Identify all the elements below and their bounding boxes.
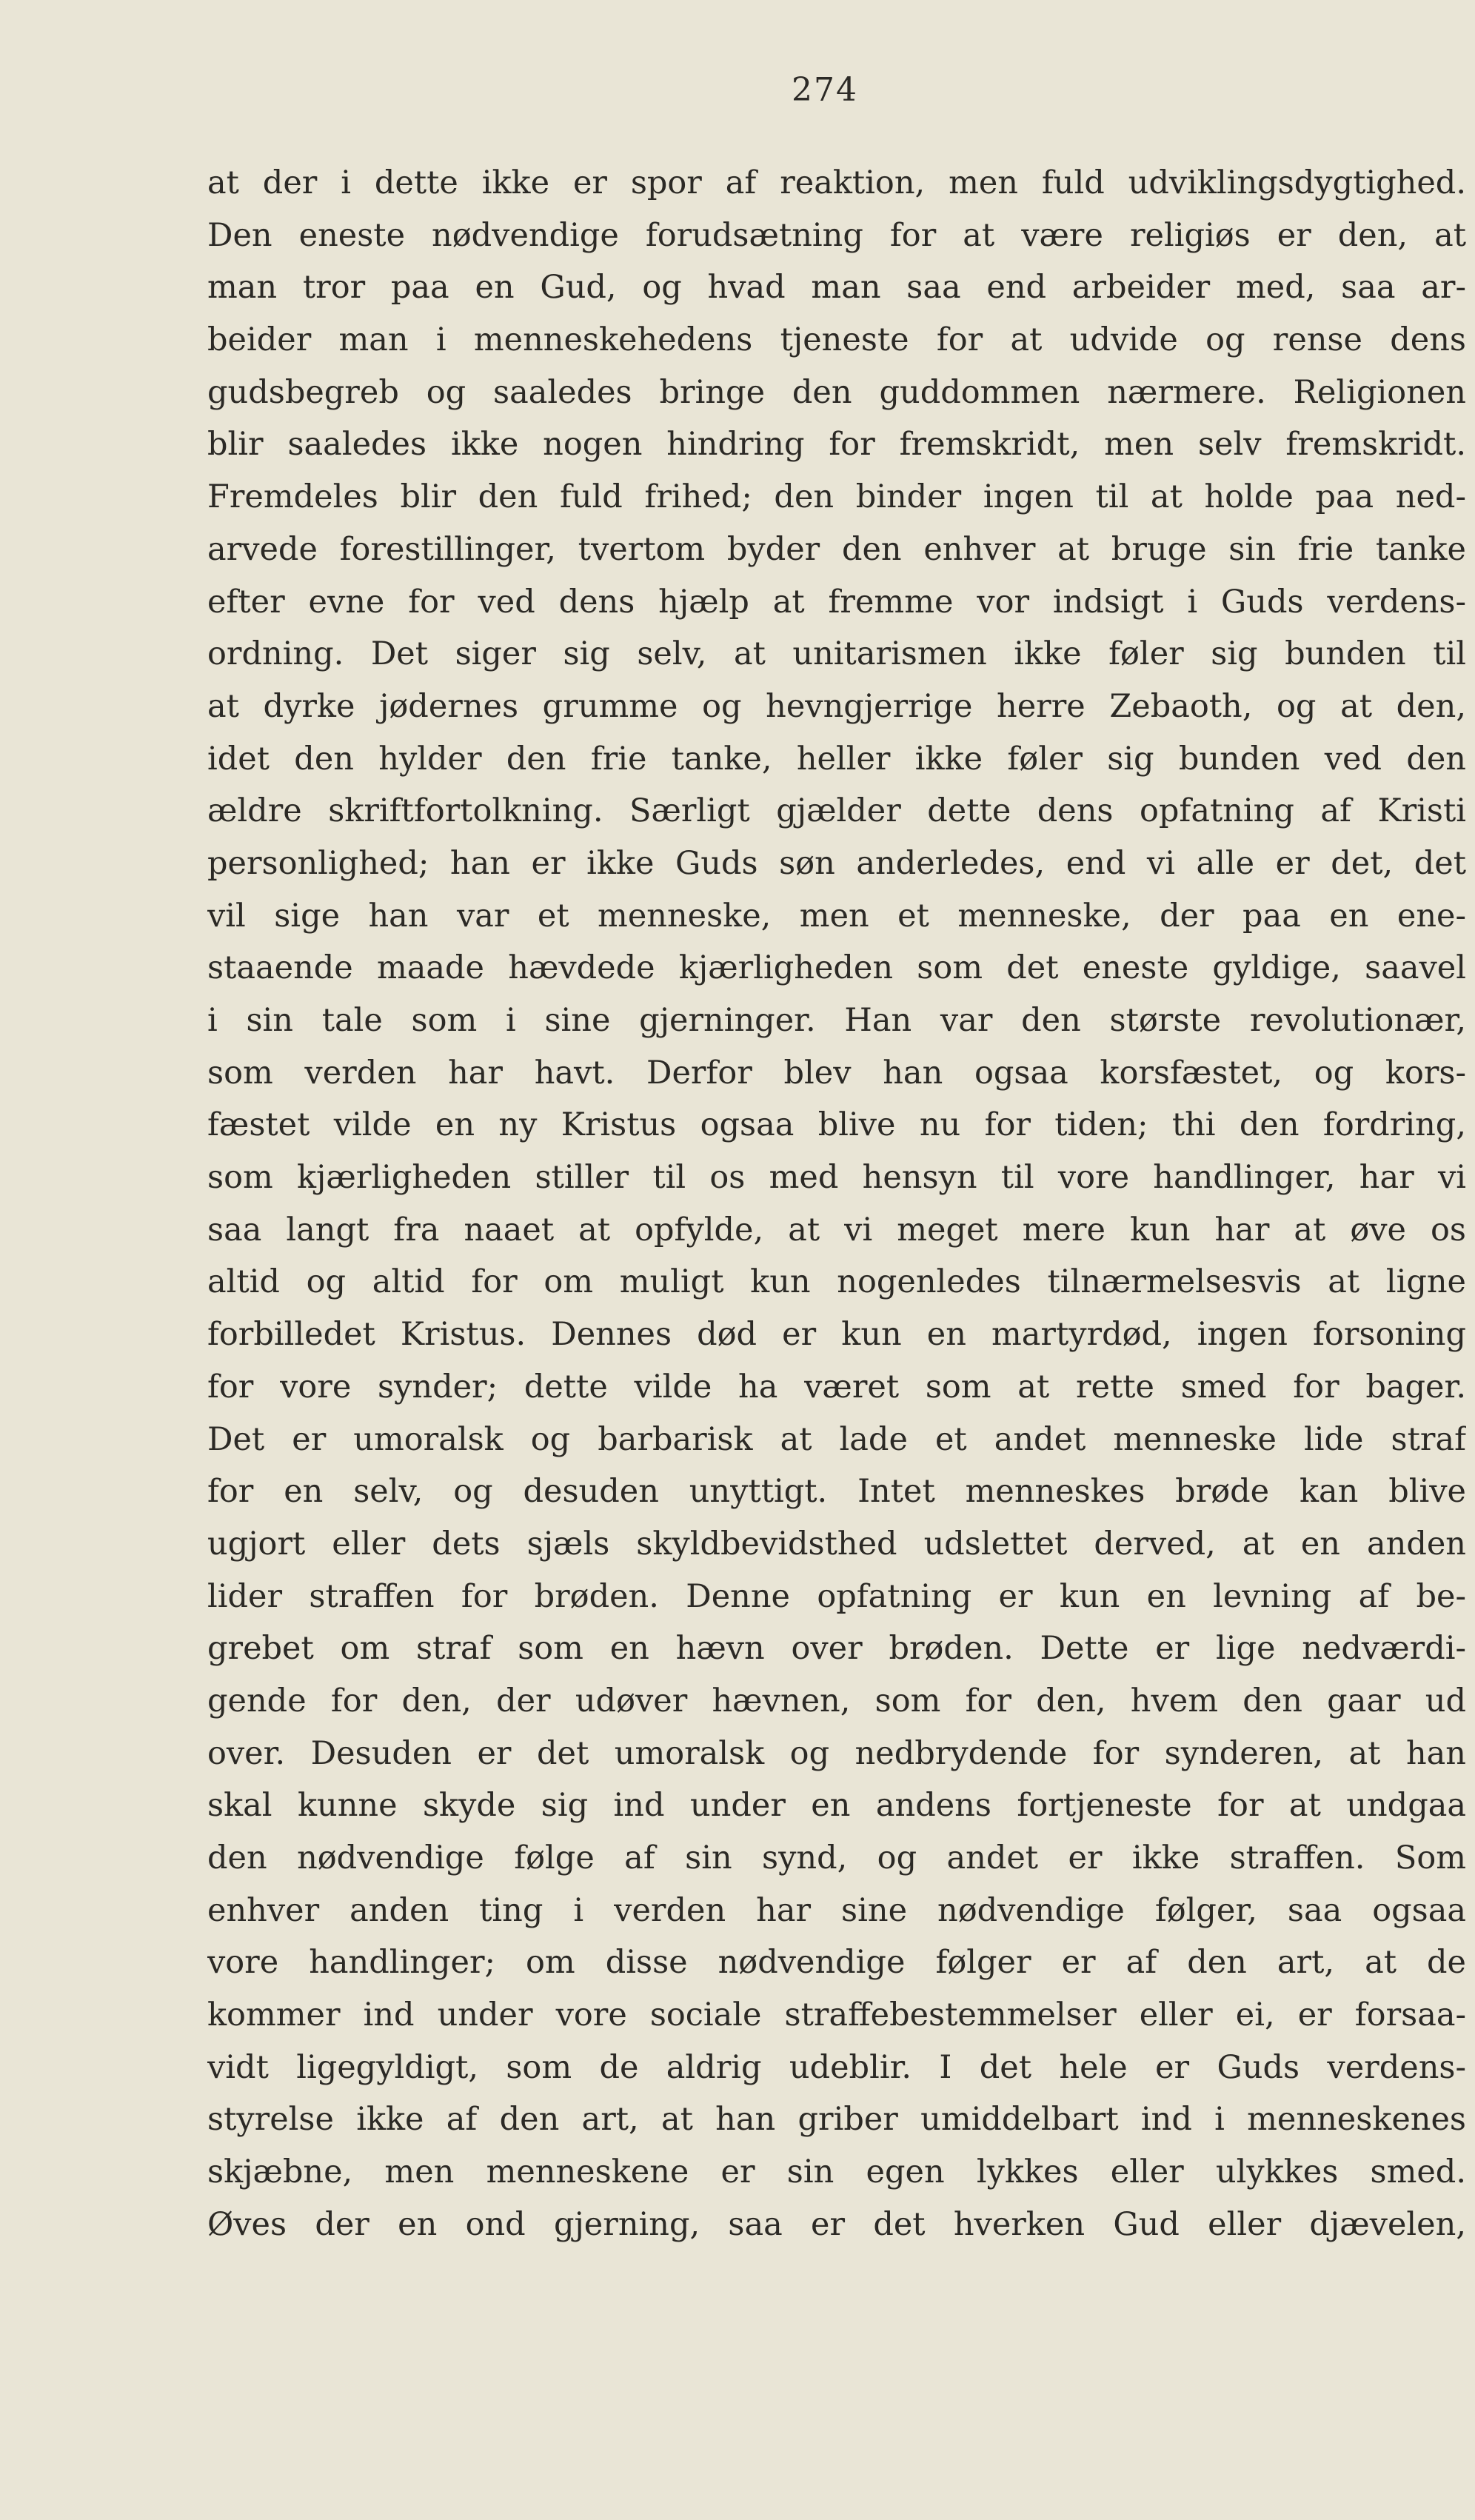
text-line: man tror paa en Gud, og hvad man saa end arbeider med, saa ar- <box>207 269 1466 307</box>
text-line: styrelse ikke af den art, at han griber umiddelbart ind i menneskenes <box>207 2101 1466 2139</box>
text-line: ordning. Det siger sig selv, at unitarismen ikke føler sig bunden til <box>207 635 1466 673</box>
text-line: lider straffen for brøden. Denne opfatning er kun en levning af be- <box>207 1577 1466 1615</box>
text-line: enhver anden ting i verden har sine nødvendige følger, saa ogsaa <box>207 1891 1466 1929</box>
text-line: den nødvendige følge af sin synd, og andet er ikke straffen. Som <box>207 1839 1466 1876</box>
text-line: efter evne for ved dens hjælp at fremme vor indsigt i Guds verdens- <box>207 583 1466 621</box>
text-line: idet den hylder den frie tanke, heller ikke føler sig bunden ved den <box>207 740 1466 778</box>
text-line: som kjærligheden stiller til os med hensyn til vore handlinger, har vi <box>207 1159 1466 1197</box>
body-text <box>207 157 1466 2251</box>
text-line: vidt ligegyldigt, som de aldrig udeblir. I det hele er Guds verdens- <box>207 2048 1466 2086</box>
text-line: i sin tale som i sine gjerninger. Han var den største revolutionær, <box>207 1002 1466 1039</box>
text-line: arvede forestillinger, tvertom byder den enhver at bruge sin frie tanke <box>207 530 1466 568</box>
text-line: ugjort eller dets sjæls skyldbevidsthed udslettet derved, at en anden <box>207 1525 1466 1563</box>
text-line: ældre skriftfortolkning. Særligt gjælder dette dens opfatning af Kristi <box>207 792 1466 830</box>
text-line: Det er umoralsk og barbarisk at lade et andet menneske lide straf <box>207 1420 1466 1458</box>
text-line: Øves der en ond gjerning, saa er det hverken Gud eller djævelen, <box>207 2205 1466 2243</box>
text-line: som verden har havt. Derfor blev han ogsaa korsfæstet, og kors- <box>207 1054 1466 1092</box>
text-line: vil sige han var et menneske, men et menneske, der paa en ene- <box>207 897 1466 935</box>
text-line: skal kunne skyde sig ind under en andens fortjeneste for at undgaa <box>207 1787 1466 1825</box>
text-line: personlighed; han er ikke Guds søn anderledes, end vi alle er det, det <box>207 844 1466 882</box>
text-line: grebet om straf som en hævn over brøden. Dette er lige nedværdi- <box>207 1630 1466 1668</box>
text-line: skjæbne, men menneskene er sin egen lykkes eller ulykkes smed. <box>207 2153 1466 2191</box>
text-line: at dyrke jødernes grumme og hevngjerrige herre Zebaoth, og at den, <box>207 687 1466 725</box>
text-line: for en selv, og desuden unyttigt. Intet menneskes brøde kan blive <box>207 1473 1466 1511</box>
text-line: saa langt fra naaet at opfylde, at vi meget mere kun har at øve os <box>207 1211 1466 1249</box>
text-line: blir saaledes ikke nogen hindring for fremskridt, men selv fremskridt. <box>207 426 1466 464</box>
text-line: forbilledet Kristus. Dennes død er kun en martyrdød, ingen forsoning <box>207 1316 1466 1354</box>
page-number: 274 <box>792 71 858 109</box>
text-line: altid og altid for om muligt kun nogenledes tilnærmelsesvis at ligne <box>207 1263 1466 1301</box>
text-line: fæstet vilde en ny Kristus ogsaa blive nu for tiden; thi den fordring, <box>207 1106 1466 1144</box>
text-line: Den eneste nødvendige forudsætning for at være religiøs er den, at <box>207 216 1466 254</box>
text-line: at der i dette ikke er spor af reaktion, men fuld udviklingsdygtighed. <box>207 164 1466 201</box>
text-line: for vore synder; dette vilde ha været som at rette smed for bager. <box>207 1368 1466 1406</box>
text-line: over. Desuden er det umoralsk og nedbrydende for synderen, at han <box>207 1734 1466 1772</box>
text-line: staaende maade hævdede kjærligheden som det eneste gyldige, saavel <box>207 949 1466 987</box>
text-line: gende for den, der udøver hævnen, som for den, hvem den gaar ud <box>207 1682 1466 1719</box>
text-line: Fremdeles blir den fuld frihed; den binder ingen til at holde paa ned- <box>207 478 1466 516</box>
text-line: beider man i menneskehedens tjeneste for at udvide og rense dens <box>207 321 1466 359</box>
text-line: kommer ind under vore sociale straffebestemmelser eller ei, er forsaa- <box>207 1996 1466 2034</box>
text-line: gudsbegreb og saaledes bringe den guddommen nærmere. Religionen <box>207 373 1466 411</box>
text-line: vore handlinger; om disse nødvendige følger er af den art, at de <box>207 1944 1466 1982</box>
